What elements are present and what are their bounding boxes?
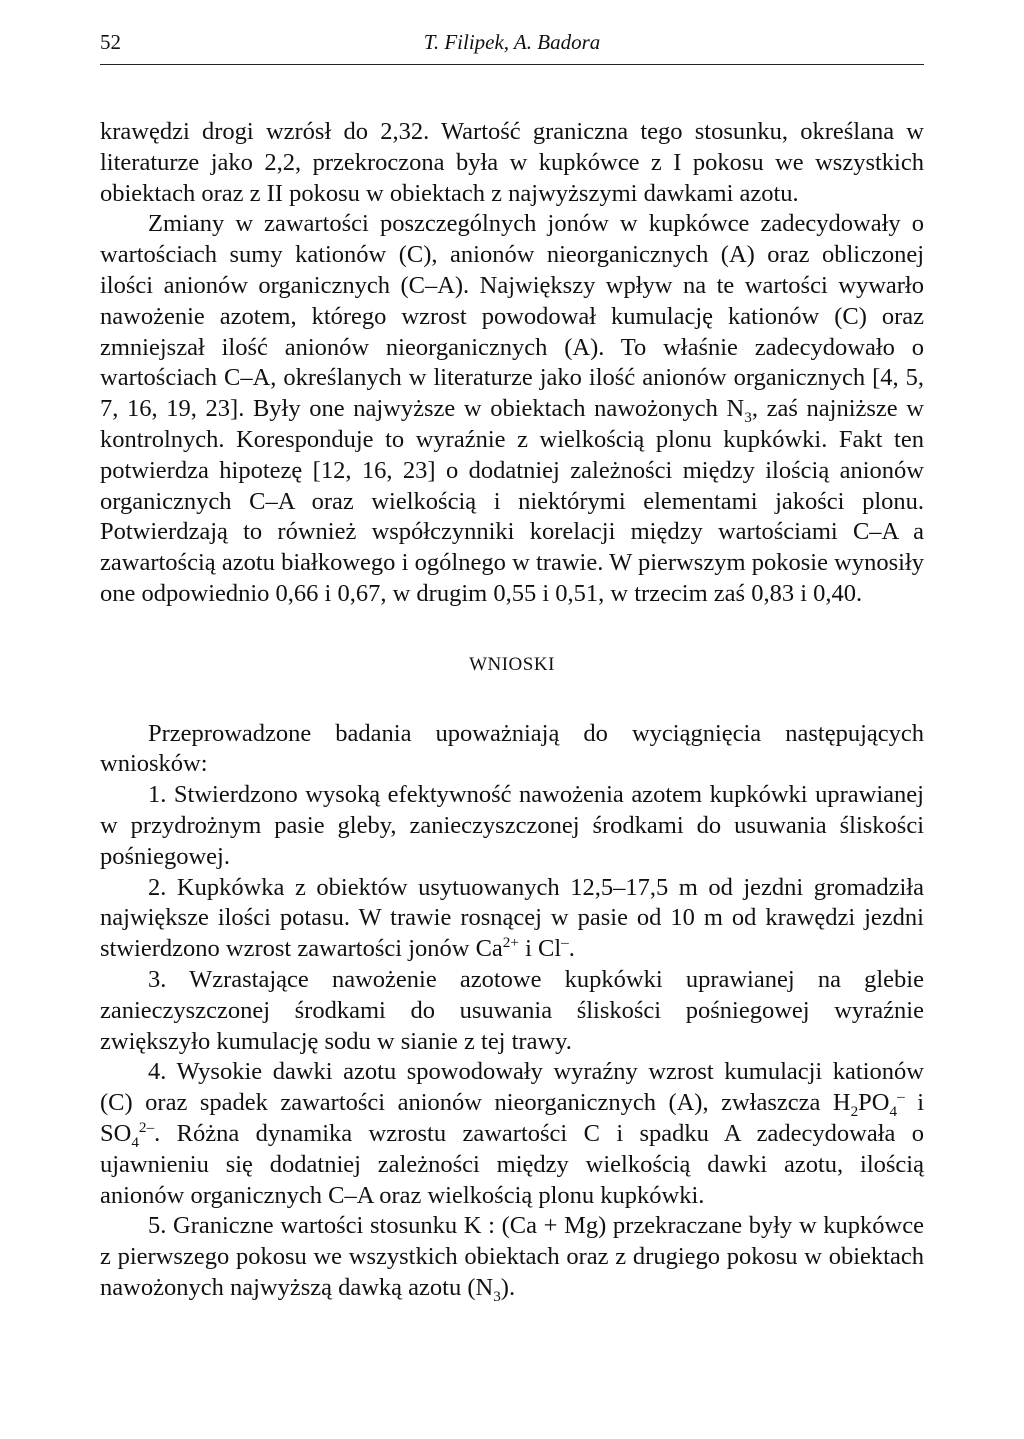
conclusion-4 (100, 1057, 924, 1211)
subscript: 4 (131, 1133, 139, 1151)
paragraph-text: PO (858, 1089, 890, 1117)
paragraph-text: 1. Stwierdzono wysoką efektywność nawożenia azotem kupkówki uprawianej w przydrożnym pasie gleby, zanieczyszczonej środkami do usuwania śliskości pośniegowej. (100, 781, 924, 870)
conclusion-5 (100, 1211, 924, 1303)
paragraph-text: , zaś najniższe w kontrolnych. Koresponduje to wyraźnie z wielkością plonu kupkówki. Fakt ten potwierdza hipotezę [12, 16, 23] o dodatniej zależności między ilością anionów organicznych C–A oraz wielkością i niektórymi elementami jakości plonu. Potwierdzają to również współczynniki korelacji między wartościami C–A a zawartością azotu białkowego i ogólnego w trawie. W pierwszym pokosie wynosiły one odpowiednio 0,66 i 0,67, w drugim 0,55 i 0,51, w trzecim zaś 0,83 i 0,40. (100, 395, 924, 607)
paragraph-text: Przeprowadzone badania upoważniają do wyciągnięcia następujących wniosków: (100, 719, 924, 778)
paragraph-text: . Różna dynamika wzrostu zawartości C i spadku A zadecydowała o ujawnieniu się dodatniej zależności między wielkością dawki azotu, ilością anionów organicznych C–A oraz wielkością plonu kupkówki. (100, 1119, 924, 1209)
subscript: 3 (493, 1287, 501, 1305)
paragraph-ions (100, 209, 924, 609)
superscript: – (897, 1087, 905, 1105)
paragraph-text: 5. Graniczne wartości stosunku K : (Ca + Mg) przekraczane były w kupkówce z pierwszego pokosu we wszystkich obiektach oraz z drugiego pokosu w obiektach nawożonych najwyższą dawką azotu (N (100, 1212, 924, 1301)
conclusion-2 (100, 873, 924, 965)
subscript: 3 (744, 409, 752, 427)
page-number: 52 (100, 30, 121, 54)
paragraph-text: Zmiany w zawartości poszczególnych jonów w kupkówce zadecydowały o wartościach sumy kationów (C), anionów nieorganicznych (A) oraz obliczonej ilości anionów organicznych (C–A). Największy wpływ na te wartości wywarło nawożenie azotem, którego wzrost powodował kumulację kationów (C) oraz zmniejszał ilość anionów nieorganicznych (A). To właśnie zadecydowało o wartościach C–A, określanych w literaturze jako ilość anionów organicznych [4, 5, 7, 16, 19, 23]. Były one najwyższe w obiektach nawożonych N (100, 210, 924, 423)
paragraph-text: i Cl (518, 935, 562, 963)
subscript: 4 (889, 1103, 898, 1120)
superscript: – (561, 933, 569, 951)
paragraph-text: krawędzi drogi wzrósł do 2,32. Wartość graniczna tego stosunku, określana w literaturze jako 2,2, przekroczona była w kupkówce z I pokosu we wszystkich obiektach oraz z II pokosu w obiektach z najwyższymi dawkami azotu. (100, 118, 924, 207)
paragraph-text: 4. Wysokie dawki azotu spowodowały wyraźny wzrost kumulacji kationów (C) oraz spadek zawartości anionów nieorganicznych (A), zwłaszcza H (100, 1058, 924, 1117)
conclusion-1 (100, 780, 924, 872)
paragraph-text: . (568, 935, 575, 963)
paragraph-text: i SO (100, 1089, 924, 1147)
paragraph-text: 3. Wzrastające nawożenie azotowe kupkówki uprawianej na glebie zanieczyszczonej środkami do usuwania śliskości pośniegowej wyraźnie zwiększyło kumulację sodu w sianie z tej trawy. (100, 965, 924, 1055)
running-head: T. Filipek, A. Badora (423, 30, 601, 54)
superscript: 2+ (502, 933, 519, 951)
superscript: 2– (138, 1118, 155, 1136)
paragraph-continued (100, 117, 924, 209)
conclusion-3 (100, 965, 924, 1057)
paragraph-text: 2. Kupkówka z obiektów usytuowanych 12,5–17,5 m od jezdni gromadziła największe ilości potasu. W trawie rosnącej w pasie od 10 m od krawędzi jezdni stwierdzono wzrost zawartości jonów Ca (100, 873, 924, 963)
page-header (100, 30, 924, 65)
article-body (100, 117, 924, 1304)
paragraph-text: ). (500, 1273, 516, 1301)
subscript: 2 (850, 1103, 859, 1120)
conclusions-intro (100, 719, 924, 781)
section-title: WNIOSKI (469, 653, 555, 675)
page (100, 30, 924, 1304)
